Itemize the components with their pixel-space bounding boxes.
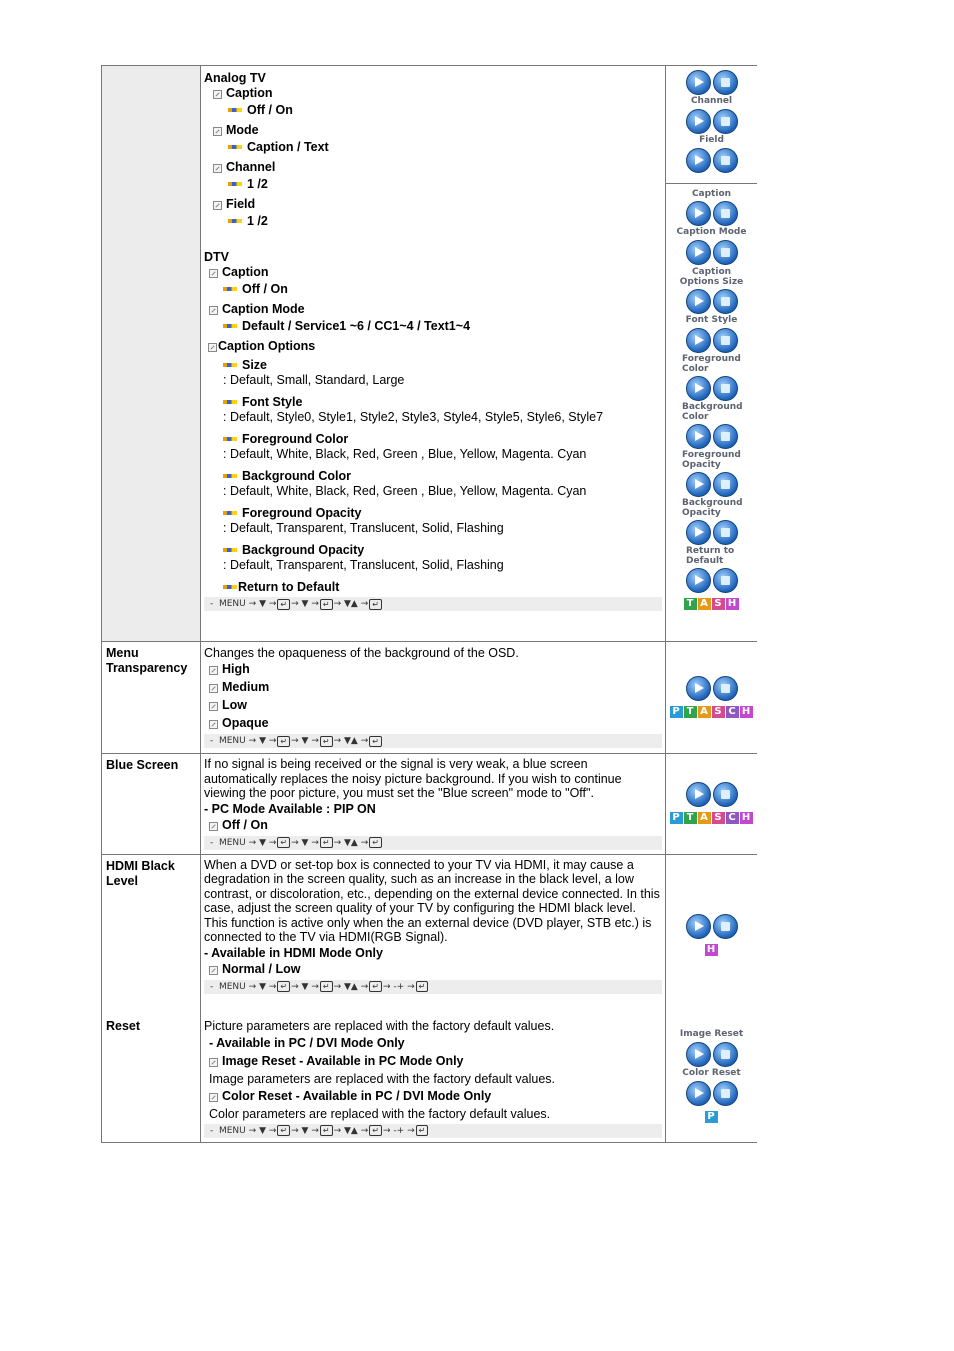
analog-tv-title: Analog TV: [204, 71, 266, 85]
hdmi-black-level-option: Normal / Low: [204, 961, 662, 978]
option-medium: Medium: [204, 679, 662, 696]
icon-divider: [666, 183, 757, 184]
mode-badges: P: [705, 1111, 719, 1123]
analog-channel-value: 1 /2: [204, 176, 662, 192]
play-button-pair[interactable]: [666, 201, 757, 228]
enter-icon: [713, 289, 738, 314]
checkbox-icon: [209, 822, 218, 831]
option-return-default: Return to Default: [223, 579, 662, 595]
row-label-blue-screen: Blue Screen: [102, 754, 201, 855]
checkbox-icon: [209, 720, 218, 729]
option-foreground-color-desc: : Default, White, Black, Red, Green , Blue, Yellow, Magenta. Cyan: [223, 447, 587, 461]
play-button-pair[interactable]: [666, 328, 757, 355]
row-label-reset: Reset: [102, 1015, 201, 1143]
checkbox-icon: [209, 702, 218, 711]
icon-label-field: Field: [699, 135, 724, 145]
bar-icon: [223, 548, 237, 552]
blue-screen-option: Off / On: [204, 817, 662, 834]
play-button-pair[interactable]: [666, 914, 757, 941]
icon-label-caption: Caption: [691, 189, 732, 199]
enter-icon: [713, 201, 738, 226]
play-button-pair[interactable]: [666, 1042, 757, 1069]
option-background-color: Background Color: [223, 468, 662, 484]
enter-icon: [713, 1081, 738, 1106]
icon-label-font-style: Font Style: [685, 315, 738, 325]
play-button-pair[interactable]: [666, 376, 757, 403]
option-foreground-opacity-desc: : Default, Transparent, Translucent, Solid, Flashing: [223, 521, 504, 535]
play-button-pair[interactable]: [666, 289, 757, 316]
play-icon: [686, 148, 711, 173]
option-opaque: Opaque: [204, 715, 662, 732]
checkbox-icon: [209, 1093, 218, 1102]
play-button-pair[interactable]: [666, 109, 757, 136]
play-button-pair[interactable]: [666, 676, 757, 703]
nav-path: - MENU → ▼ → ↵ → ▼ → ↵ → ▼▲ → ↵: [204, 836, 662, 850]
option-size: Size: [223, 357, 662, 373]
play-icon: [686, 1042, 711, 1067]
nav-path: - MENU → ▼ → ↵ → ▼ → ↵ → ▼▲ → ↵ → -+ → ↵: [204, 1124, 662, 1138]
option-size-desc: : Default, Small, Standard, Large: [223, 373, 405, 387]
enter-icon: [713, 1042, 738, 1067]
icon-label-background-color: Background Color: [682, 402, 743, 422]
checkbox-icon: [213, 201, 222, 210]
play-button-pair[interactable]: [666, 782, 757, 809]
checkbox-icon: [213, 164, 222, 173]
dtv-caption-options: Caption Options: [204, 338, 662, 355]
play-button-pair[interactable]: [666, 70, 757, 97]
checkbox-icon: [213, 127, 222, 136]
play-button-pair[interactable]: [666, 424, 757, 451]
color-reset-option: Color Reset - Available in PC / DVI Mode Only: [204, 1088, 662, 1105]
page-content: [101, 65, 750, 1143]
icon-label-channel: Channel: [690, 96, 733, 106]
dtv-caption-mode-value: Default / Service1 ~6 / CC1~4 / Text1~4: [204, 318, 662, 334]
reset-desc: Picture parameters are replaced with the factory default values.: [204, 1018, 555, 1033]
nav-path: - MENU → ▼ → ↵ → ▼ → ↵ → ▼▲ → ↵: [204, 734, 662, 748]
play-icon: [686, 424, 711, 449]
analog-caption-option: Caption: [204, 85, 662, 102]
icon-label-caption-mode: Caption Mode: [676, 227, 747, 237]
enter-icon: [713, 328, 738, 353]
option-background-opacity: Background Opacity: [223, 542, 662, 558]
icon-label-foreground-opacity: Foreground Opacity: [682, 450, 741, 470]
blue-screen-desc: If no signal is being received or the signal is very weak, a blue screen automatically replaces the noisy picture background. If you wish to continue viewing the poor picture, you must set the "Blue screen" mode to "Off".: [204, 757, 622, 800]
bar-icon: [223, 474, 237, 478]
row-label-hdmi-black-level: HDMI Black Level: [102, 854, 201, 1015]
enter-icon: [713, 148, 738, 173]
enter-icon: [713, 520, 738, 545]
checkbox-icon: [209, 306, 218, 315]
play-icon: [686, 472, 711, 497]
enter-icon: [713, 676, 738, 701]
picture-settings-table: [101, 65, 757, 1143]
analog-field-option: Field: [204, 196, 662, 213]
dtv-caption-value: Off / On: [204, 281, 662, 297]
checkbox-icon: [209, 666, 218, 675]
mode-badges: P T A S C H: [670, 812, 754, 824]
play-icon: [686, 914, 711, 939]
option-background-opacity-desc: : Default, Transparent, Translucent, Solid, Flashing: [223, 558, 504, 572]
icon-label-caption-options-size: Caption Options Size: [679, 267, 744, 287]
caption-options-list: [204, 357, 662, 595]
image-reset-option: Image Reset - Available in PC Mode Only: [204, 1053, 662, 1070]
checkbox-icon: [209, 269, 218, 278]
checkbox-icon: [209, 966, 218, 975]
checkbox-icon: [209, 1058, 218, 1067]
icon-label-return-default: Return to Default: [686, 546, 735, 566]
reset-note: - Available in PC / DVI Mode Only: [209, 1035, 405, 1050]
bar-icon: [223, 363, 237, 367]
menu-transparency-desc: Changes the opaqueness of the background of the OSD.: [204, 646, 519, 660]
play-button-pair[interactable]: [666, 568, 757, 595]
checkbox-icon: [209, 684, 218, 693]
bar-icon: [223, 287, 237, 291]
play-icon: [686, 109, 711, 134]
bar-icon: [223, 437, 237, 441]
play-icon: [686, 568, 711, 593]
option-background-color-desc: : Default, White, Black, Red, Green , Blue, Yellow, Magenta. Cyan: [223, 484, 587, 498]
image-reset-desc: Image parameters are replaced with the factory default values.: [209, 1071, 556, 1086]
bar-icon: [228, 108, 242, 112]
play-icon: [686, 1081, 711, 1106]
hdmi-black-level-icons: [666, 854, 758, 1015]
bar-icon: [228, 182, 242, 186]
enter-icon: [713, 568, 738, 593]
analog-channel-option: Channel: [204, 159, 662, 176]
bar-icon: [223, 511, 237, 515]
reset-icons: [666, 1015, 758, 1143]
mode-badges: P T A S C H: [670, 706, 754, 718]
reset-description: [201, 1015, 666, 1143]
play-icon: [686, 289, 711, 314]
enter-icon: [713, 914, 738, 939]
option-foreground-opacity: Foreground Opacity: [223, 505, 662, 521]
row-label-menu-transparency: Menu Transparency: [102, 642, 201, 754]
play-button-pair[interactable]: [666, 1081, 757, 1108]
icon-label-image-reset: Image Reset: [679, 1028, 744, 1039]
play-icon: [686, 70, 711, 95]
play-icon: [686, 201, 711, 226]
checkbox-icon: [213, 90, 222, 99]
menu-transparency-icons: [666, 642, 758, 754]
mode-badges: T A S H: [684, 598, 740, 610]
play-icon: [686, 240, 711, 265]
play-button-pair[interactable]: [666, 472, 757, 499]
caption-description: [201, 66, 666, 642]
menu-transparency-description: [201, 642, 666, 754]
enter-icon: [713, 240, 738, 265]
play-icon: [686, 676, 711, 701]
hdmi-black-level-note: - Available in HDMI Mode Only: [204, 945, 383, 960]
play-button-pair[interactable]: [666, 520, 757, 547]
blue-screen-icons: [666, 754, 758, 855]
icon-label-color-reset: Color Reset: [682, 1067, 741, 1078]
play-icon: [686, 376, 711, 401]
option-high: High: [204, 661, 662, 678]
color-reset-desc: Color parameters are replaced with the factory default values.: [209, 1106, 551, 1121]
play-icon: [686, 520, 711, 545]
option-foreground-color: Foreground Color: [223, 431, 662, 447]
play-icon: [686, 328, 711, 353]
nav-path: - MENU → ▼ → ↵ → ▼ → ↵ → ▼▲ → ↵ → -+ → ↵: [204, 980, 662, 994]
checkbox-icon: [208, 343, 217, 352]
option-font-style: Font Style: [223, 394, 662, 410]
blue-screen-note: - PC Mode Available : PIP ON: [204, 801, 376, 816]
dtv-caption-option: Caption: [204, 264, 662, 281]
enter-icon: [713, 472, 738, 497]
option-low: Low: [204, 697, 662, 714]
icon-label-foreground-color: Foreground Color: [682, 354, 741, 374]
bar-icon: [228, 219, 242, 223]
analog-mode-option: Mode: [204, 122, 662, 139]
dtv-title: DTV: [204, 250, 229, 264]
enter-icon: [713, 424, 738, 449]
play-button-pair[interactable]: [666, 240, 757, 267]
mode-badges: H: [705, 944, 719, 956]
caption-icons: [666, 66, 758, 642]
bar-icon: [228, 145, 242, 149]
blue-screen-description: [201, 754, 666, 855]
enter-icon: [713, 109, 738, 134]
bar-icon: [223, 585, 237, 589]
dtv-caption-mode-option: Caption Mode: [204, 301, 662, 318]
analog-field-value: 1 /2: [204, 213, 662, 229]
row-label-caption: [102, 66, 201, 642]
play-icon: [686, 782, 711, 807]
icon-label-background-opacity: Background Opacity: [682, 498, 743, 518]
nav-path: - MENU → ▼ → ↵ → ▼ → ↵ → ▼▲ → ↵: [204, 597, 662, 611]
enter-icon: [713, 782, 738, 807]
hdmi-black-level-description: [201, 854, 666, 1015]
bar-icon: [223, 324, 237, 328]
analog-caption-value: Off / On: [204, 102, 662, 118]
enter-icon: [713, 376, 738, 401]
option-font-style-desc: : Default, Style0, Style1, Style2, Style3, Style4, Style5, Style6, Style7: [223, 410, 604, 424]
bar-icon: [223, 400, 237, 404]
enter-icon: [713, 70, 738, 95]
play-button-pair[interactable]: [666, 148, 757, 175]
analog-mode-value: Caption / Text: [204, 139, 662, 155]
hdmi-black-level-desc: When a DVD or set-top box is connected to your TV via HDMI, it may cause a degradation in the screen quality, such as an increase in the black level, a low contrast, or discoloration, etc., depending on the external device connected. In this case, adjust the screen quality of your TV by configuring the HDMI black level. This function is active only when the an external device (DVD player, STB etc.) is connected to the TV via HDMI(RGB Signal).: [204, 857, 660, 944]
